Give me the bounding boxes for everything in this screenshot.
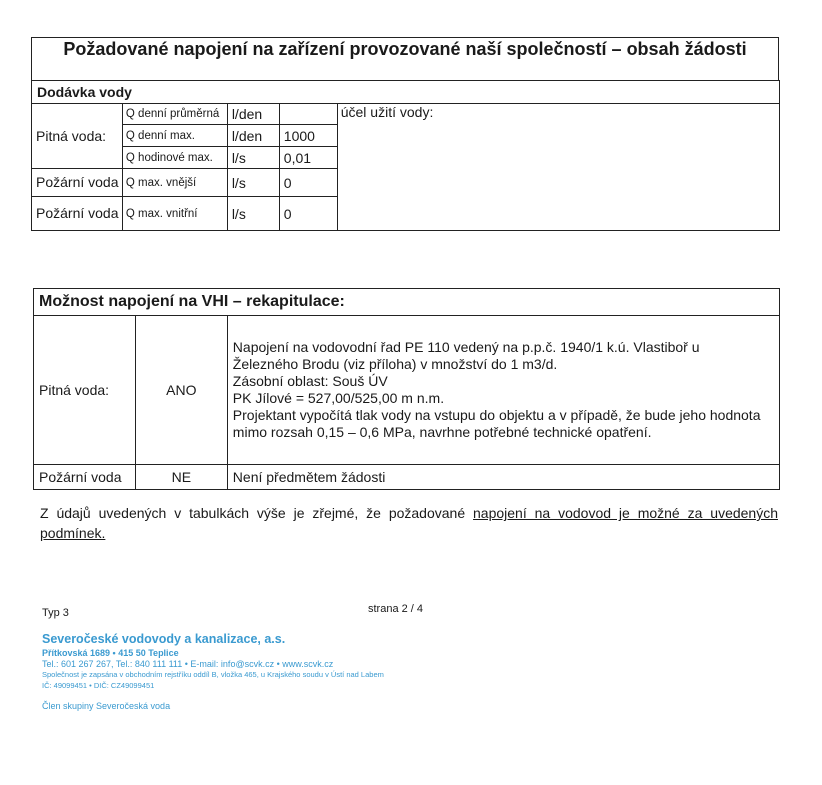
unit-cell: l/s: [227, 169, 279, 197]
company-name: Severočeské vodovody a kanalizace, a.s.: [42, 632, 286, 646]
value-cell: [279, 104, 337, 125]
condition-line: mimo rozsah 0,15 – 0,6 MPa, navrhne potřebné technické opatření.: [232, 424, 652, 440]
condition-line: PK Jílové = 527,00/525,00 m n.m.: [232, 390, 445, 406]
recap-potable-answer: ANO: [135, 316, 227, 465]
company-ids: IČ: 49099451 • DIČ: CZ49099451: [42, 681, 155, 690]
recap-potable-conditions: [227, 316, 779, 465]
param-cell: Q denní max.: [122, 125, 227, 147]
water-purpose-cell: [337, 104, 779, 231]
value-cell: 0: [279, 169, 337, 197]
param-cell: Q hodinové max.: [122, 147, 227, 169]
recap-section-heading: Možnost napojení na VHI – rekapitulace:: [34, 289, 780, 316]
recap-potable-label: Pitná voda:: [34, 316, 136, 465]
value-cell: 0: [279, 197, 337, 231]
company-register: Společnost je zapsána v obchodním rejstříku oddíl B, vložka 465, u Krajského soudu v Ústí nad Labem: [42, 670, 384, 679]
water-purpose-label: účel užití vody:: [340, 104, 434, 120]
value-cell: 1000: [279, 125, 337, 147]
unit-cell: l/den: [227, 104, 279, 125]
param-cell: Q denní průměrná: [122, 104, 227, 125]
request-title-box: [31, 37, 779, 80]
fire-water-inner-label: Požární voda: [32, 197, 123, 231]
request-title: Požadované napojení na zařízení provozované naší společností – obsah žádosti: [63, 39, 747, 59]
unit-cell: l/s: [227, 147, 279, 169]
summary-paragraph: [40, 503, 778, 543]
document-type: Typ 3: [42, 607, 69, 619]
connection-recap-table: [33, 288, 780, 490]
summary-text: Z údajů uvedených v tabulkách výše je zřejmé, že požadované: [40, 505, 474, 521]
company-address: Přítkovská 1689 • 415 50 Teplice: [42, 648, 179, 658]
page-number: strana 2 / 4: [368, 603, 424, 615]
supply-section-heading: Dodávka vody: [32, 81, 780, 104]
fire-water-outer-label: Požární voda: [32, 169, 123, 197]
param-cell: Q max. vnitřní: [122, 197, 227, 231]
company-contact: Tel.: 601 267 267, Tel.: 840 111 111 • E-mail: info@scvk.cz • www.scvk.cz: [42, 659, 334, 669]
potable-water-label: Pitná voda:: [32, 104, 123, 169]
condition-line: Zásobní oblast: Souš ÚV: [232, 373, 388, 389]
unit-cell: l/s: [227, 197, 279, 231]
condition-line: Projektant vypočítá tlak vody na vstupu do objektu a v případě, že bude jeho hodnota: [232, 407, 761, 423]
param-cell: Q max. vnější: [122, 169, 227, 197]
recap-fire-answer: NE: [135, 465, 227, 490]
condition-line: Železného Brodu (viz příloha) v množství do 1 m3/d.: [232, 356, 558, 372]
recap-fire-note: Není předmětem žádosti: [227, 465, 779, 490]
water-supply-table: [31, 80, 780, 231]
group-membership: Člen skupiny Severočeská voda: [42, 701, 171, 711]
condition-line: Napojení na vodovodní řad PE 110 vedený na p.p.č. 1940/1 k.ú. Vlastiboř u: [232, 339, 700, 355]
unit-cell: l/den: [227, 125, 279, 147]
value-cell: 0,01: [279, 147, 337, 169]
summary-conclusion: napojení na vodovod je možné za uvedených podmínek.: [40, 505, 778, 541]
recap-fire-label: Požární voda: [34, 465, 136, 490]
